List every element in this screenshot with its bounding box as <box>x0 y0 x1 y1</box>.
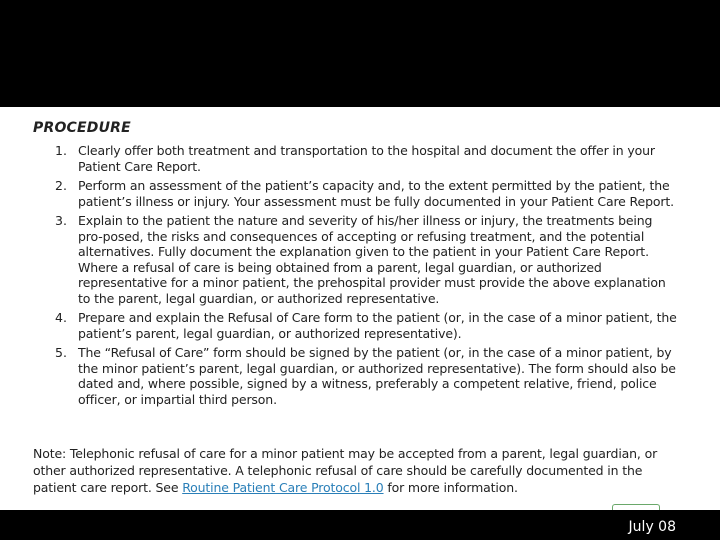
procedure-step <box>55 213 680 306</box>
step-text: Perform an assessment of the patient’s capacity and, to the extent permitted by the patient, the patient’s illness or injury. Your assessment must be fully documented in your Patient Care Report. <box>78 178 674 209</box>
note-text-end: for more information. <box>383 480 518 495</box>
step-number: 5. <box>55 345 67 360</box>
procedure-step <box>55 345 680 407</box>
procedure-heading: PROCEDURE <box>33 120 131 136</box>
protocol-link[interactable]: Routine Patient Care Protocol 1.0 <box>182 480 384 495</box>
footer-date: July 08 <box>628 519 676 535</box>
step-number: 4. <box>55 310 67 325</box>
step-text: Explain to the patient the nature and severity of his/her illness or injury, the treatments being pro-posed, the risks and consequences of accepting or refusing treatment, and the potential alternatives. Fully document the explanation given to the patient in your Patient Care Report. Where a refusal of care is being obtained from a parent, legal guardian, or authorized representative for a minor patient, the prehospital provider must provide the above explanation to the parent, legal guardian, or authorized representative. <box>78 213 666 306</box>
note-text: Note: Telephonic refusal of care for a minor patient may be accepted from a parent, legal guardian, or other authorized representative. A telephonic refusal of care should be carefully documented in the patient care report. See <box>33 446 658 495</box>
note-paragraph <box>33 445 683 496</box>
step-text: Prepare and explain the Refusal of Care form to the patient (or, in the case of a minor patient, the patient’s parent, legal guardian, or authorized representative). <box>78 310 677 341</box>
procedure-list <box>55 143 680 411</box>
cutoff-highlight-box <box>612 504 660 510</box>
procedure-step <box>55 310 680 341</box>
document-page <box>0 107 720 510</box>
step-number: 3. <box>55 213 67 228</box>
step-text: The “Refusal of Care” form should be signed by the patient (or, in the case of a minor patient, by the minor patient’s parent, legal guardian, or authorized representative). The form should also be dated and, where possible, signed by a witness, preferably a competent relative, friend, police officer, or impartial third person. <box>78 345 676 407</box>
step-number: 1. <box>55 143 67 158</box>
procedure-step <box>55 178 680 209</box>
procedure-step <box>55 143 680 174</box>
step-text: Clearly offer both treatment and transportation to the hospital and document the offer in your Patient Care Report. <box>78 143 655 174</box>
step-number: 2. <box>55 178 67 193</box>
